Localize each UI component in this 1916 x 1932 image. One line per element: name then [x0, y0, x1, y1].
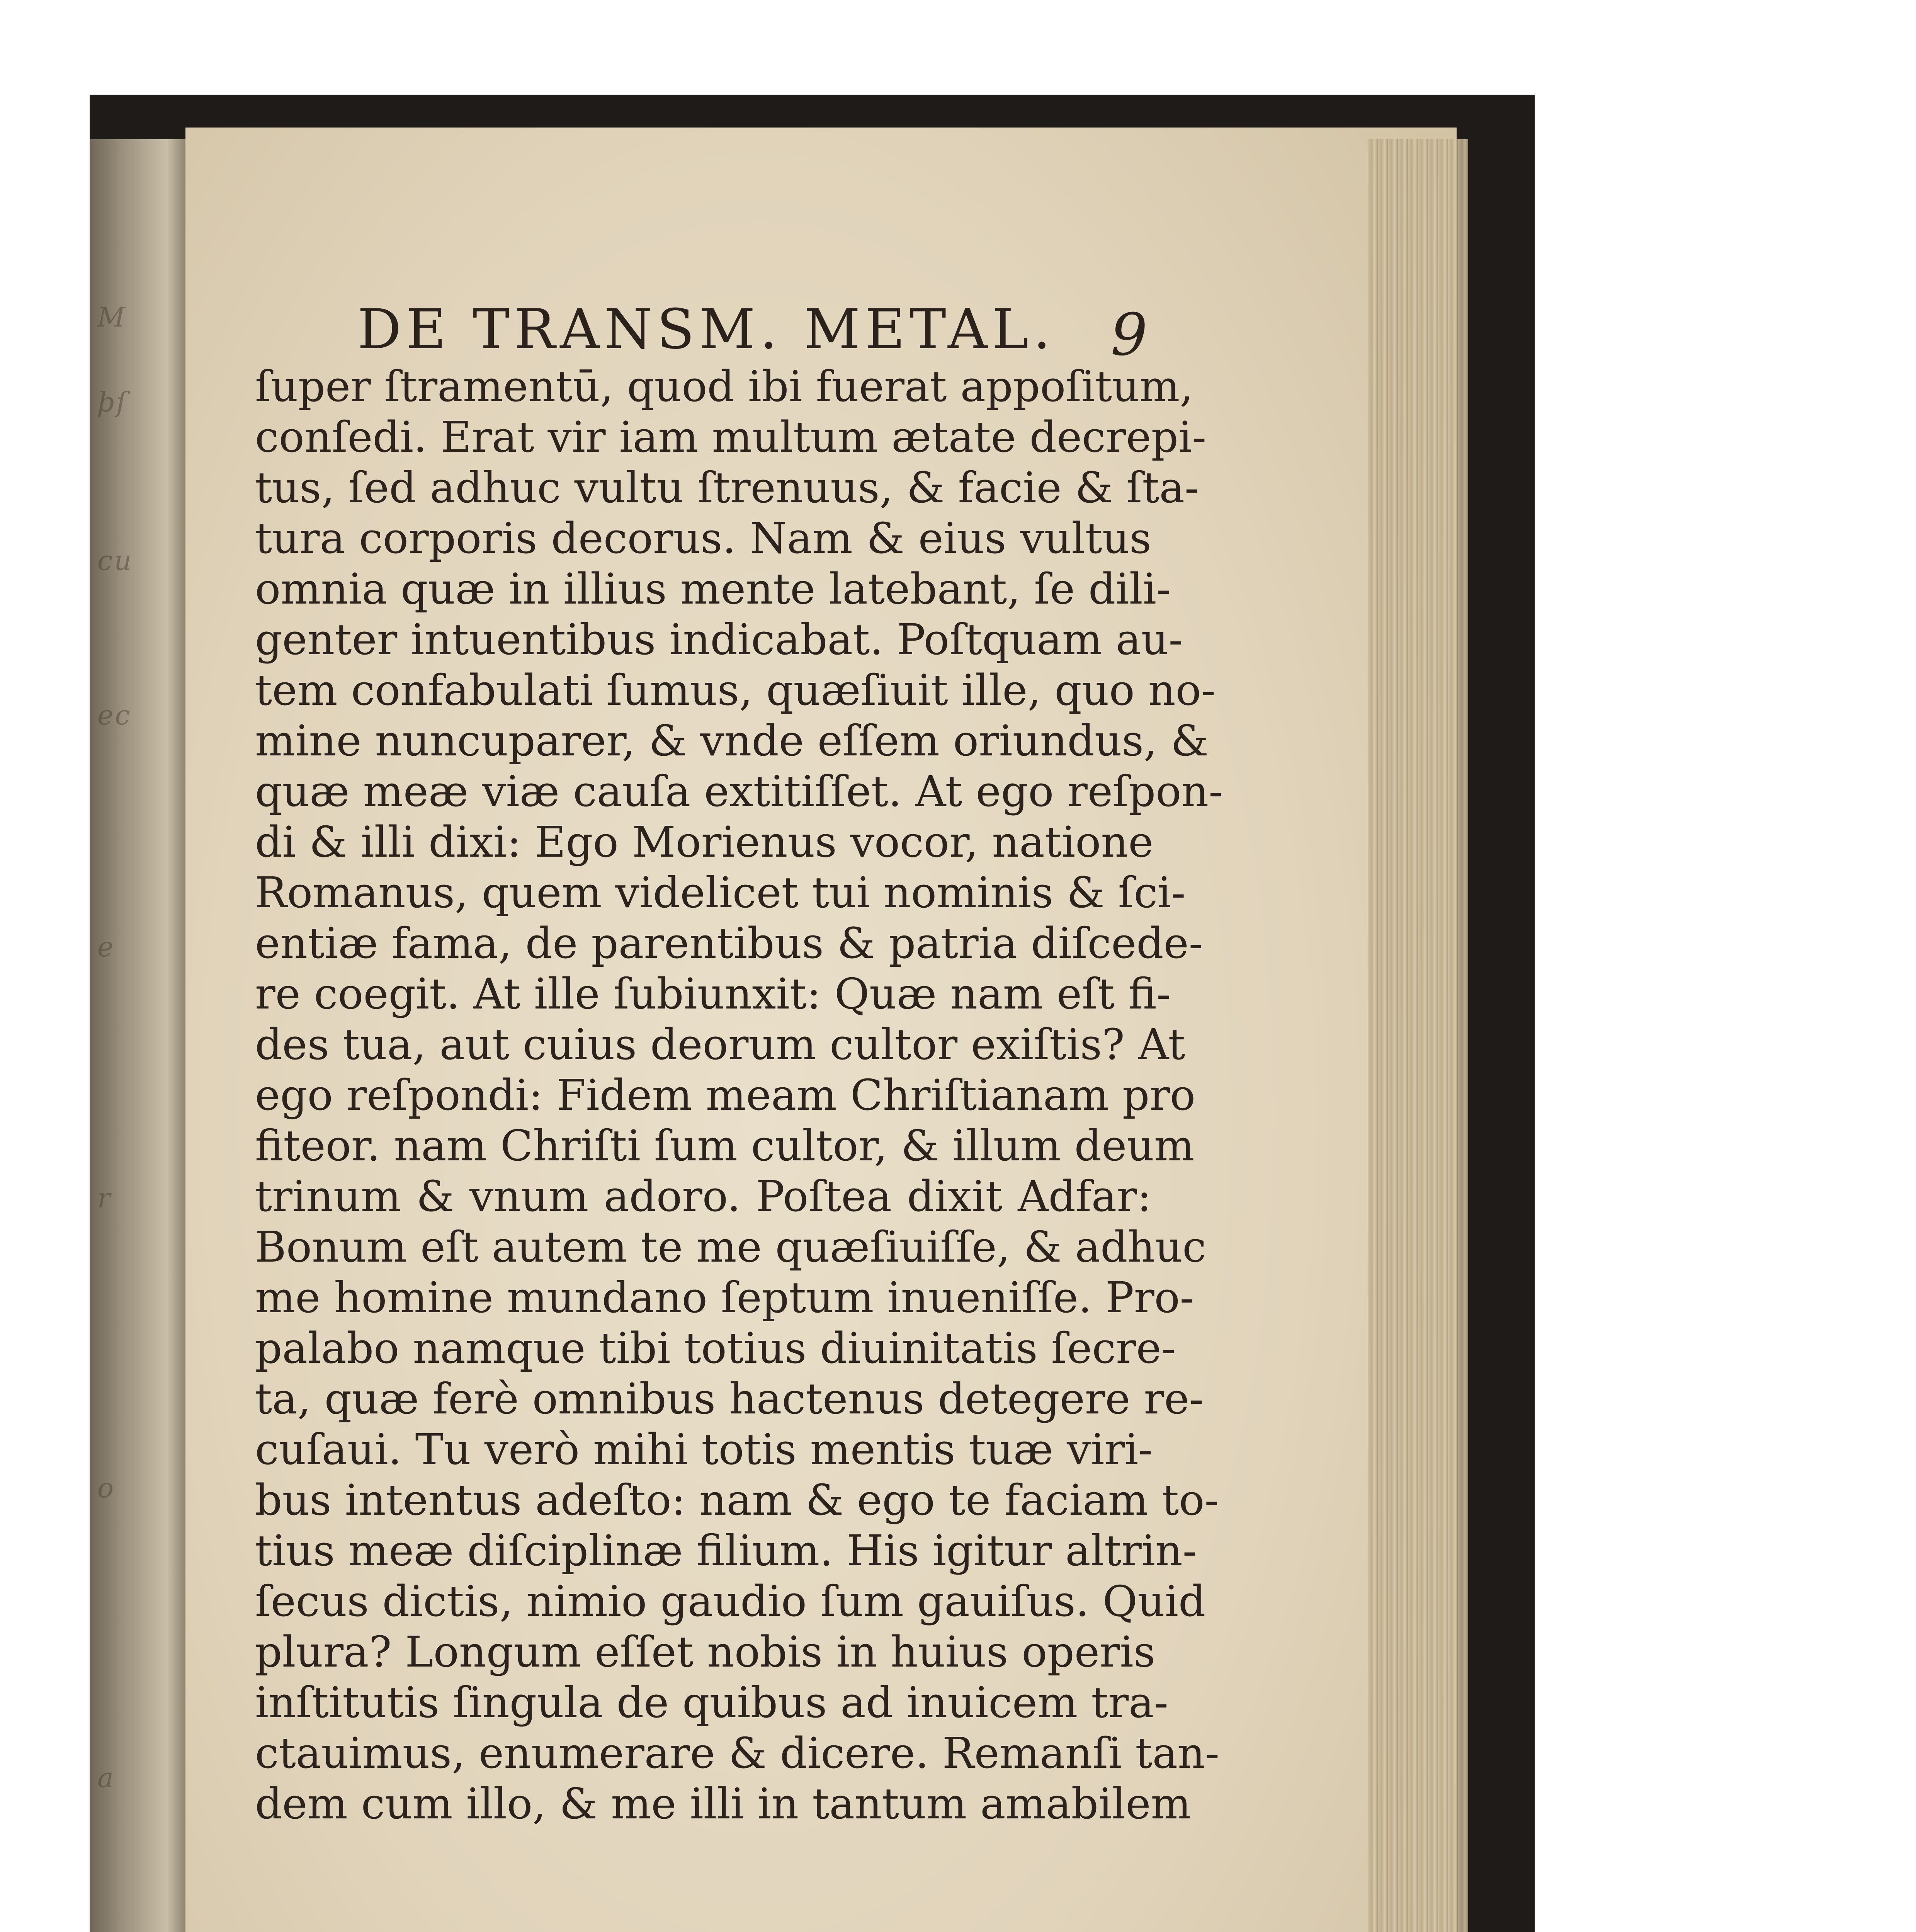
- text-line: ctauimus, enumerare & dicere. Remanſi tan-: [255, 1728, 1220, 1778]
- text-line: tus, ſed adhuc vultu ſtrenuus, & facie & ſta-: [255, 463, 1199, 512]
- text-line: quæ meæ viæ cauſa extitiſſet. At ego reſpon-: [255, 767, 1223, 816]
- show-through-text: a: [97, 1762, 115, 1794]
- text-line: ta, quæ ferè omnibus hactenus detegere re-: [255, 1374, 1204, 1423]
- show-through-text: cu: [97, 545, 133, 577]
- page-edges: [1368, 139, 1468, 1932]
- show-through-text: e: [97, 931, 115, 963]
- text-line: re coegit. At ille ſubiunxit: Quæ nam eſt fi-: [255, 969, 1171, 1019]
- body-text: [255, 361, 1223, 1829]
- text-line: fiteor. nam Chriſti ſum cultor, & illum deum: [255, 1121, 1195, 1170]
- text-line: genter intuentibus indicabat. Poſtquam au-: [255, 615, 1183, 664]
- text-line: entiæ fama, de parentibus & patria diſcede-: [255, 918, 1203, 968]
- previous-page-edge: [90, 139, 186, 1932]
- text-line: tem confabulati ſumus, quæſiuit ille, quo no-: [255, 665, 1216, 715]
- text-line: conſedi. Erat vir iam multum ætate decrepi-: [255, 412, 1207, 462]
- text-line: di & illi dixi: Ego Morienus vocor, natione: [255, 817, 1154, 867]
- show-through-text: þſ: [97, 386, 128, 418]
- text-line: mine nuncuparer, & vnde eſſem oriundus, &: [255, 716, 1209, 765]
- show-through-text: r: [97, 1182, 112, 1214]
- text-line: dem cum illo, & me illi in tantum amabilem: [255, 1779, 1191, 1828]
- text-line: des tua, aut cuius deorum cultor exiſtis? At: [255, 1020, 1185, 1069]
- show-through-text: ec: [97, 699, 132, 731]
- show-through-text: M: [97, 301, 127, 333]
- text-line: trinum & vnum adoro. Poſtea dixit Adfar:: [255, 1172, 1151, 1221]
- text-line: Romanus, quem videlicet tui nominis & ſci-: [255, 868, 1186, 917]
- text-line: omnia quæ in illius mente latebant, ſe dili-: [255, 564, 1171, 614]
- text-line: ſuper ſtramentū, quod ibi fuerat appoſitum,: [255, 362, 1193, 411]
- text-line: ego reſpondi: Fidem meam Chriſtianam pro: [255, 1070, 1196, 1120]
- text-line: palabo namque tibi totius diuinitatis ſecre-: [255, 1323, 1176, 1373]
- text-line: cuſaui. Tu verò mihi totis mentis tuæ viri-: [255, 1425, 1153, 1474]
- text-line: Bonum eſt autem te me quæſiuiſſe, & adhuc: [255, 1222, 1206, 1272]
- show-through-text: o: [97, 1472, 116, 1504]
- running-head: DE TRANSM. METAL.: [357, 298, 1056, 361]
- text-line: tius meæ diſciplinæ filium. His igitur altrin-: [255, 1526, 1197, 1575]
- text-line: inſtitutis ſingula de quibus ad inuicem tra-: [255, 1678, 1168, 1727]
- text-line: tura corporis decorus. Nam & eius vultus: [255, 514, 1151, 563]
- page-number: 9: [1110, 301, 1148, 369]
- text-line: ſecus dictis, nimio gaudio ſum gauiſus. Quid: [255, 1577, 1206, 1626]
- text-line: plura? Longum eſſet nobis in huius operis: [255, 1627, 1156, 1677]
- text-line: bus intentus adeſto: nam & ego te faciam to-: [255, 1475, 1219, 1525]
- page-header: [357, 298, 1148, 369]
- text-line: me homine mundano ſeptum inueniſſe. Pro-: [255, 1273, 1194, 1322]
